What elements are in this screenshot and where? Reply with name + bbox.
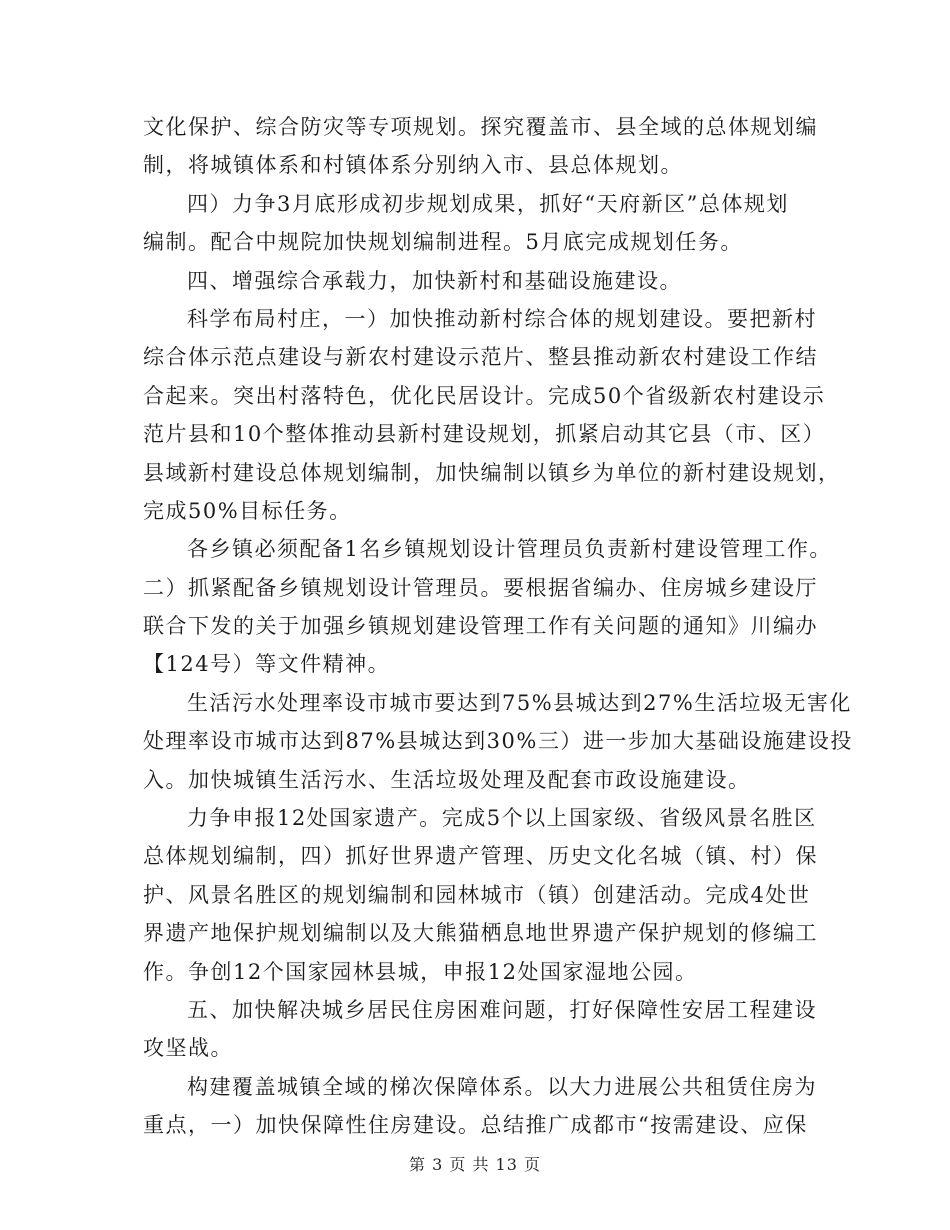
text-line: 完成50%目标任务。 <box>143 498 352 523</box>
text-line: 重点，一）加快保障性住房建设。总结推广成都市“按需建设、应保 <box>143 1113 808 1138</box>
text-line: 攻坚战。 <box>143 1036 233 1061</box>
text-line: 处理率设市城市达到87%县城达到30%三）进一步加大基础设施建设投 <box>143 729 853 754</box>
text-line: 护、风景名胜区的规划编制和园林城市（镇）创建活动。完成4处世 <box>143 882 811 907</box>
page-number-footer: 第 3 页 共 13 页 <box>409 1155 541 1174</box>
paragraph-start: 构建覆盖城镇全域的梯次保障体系。以大力进展公共租赁住房为 <box>187 1074 817 1099</box>
text-line: 作。争创12个国家园林县城，申报12处国家湿地公园。 <box>143 959 698 984</box>
document-body <box>143 108 853 1145</box>
text-line: 入。加快城镇生活污水、生活垃圾处理及配套市政设施建设。 <box>143 767 751 792</box>
text-line: 二）抓紧配备乡镇规划设计管理员。要根据省编办、住房城乡建设厅 <box>143 575 818 600</box>
section-heading: 五、加快解决城乡居民住房困难问题，打好保障性安居工程建设 <box>187 997 817 1022</box>
text-line: 总体规划编制，四）抓好世界遗产管理、历史文化名城（镇、村）保 <box>143 844 818 869</box>
text-line: 联合下发的关于加强乡镇规划建设管理工作有关问题的通知》川编办 <box>143 614 818 639</box>
text-line: 综合体示范点建设与新农村建设示范片、整县推动新农村建设工作结 <box>143 345 818 370</box>
paragraph-start: 四）力争3月底形成初步规划成果，抓好“天府新区”总体规划 <box>187 191 789 216</box>
text-line: 范片县和10个整体推动县新村建设规划，抓紧启动其它县（市、区） <box>143 422 826 447</box>
text-line: 县域新村建设总体规划编制，加快编制以镇乡为单位的新村建设规划， <box>143 460 841 485</box>
section-heading: 四、增强综合承载力，加快新村和基础设施建设。 <box>187 268 682 293</box>
text-line: 合起来。突出村落特色，优化民居设计。完成50个省级新农村建设示 <box>143 383 826 408</box>
text-line: 文化保护、综合防灾等专项规划。探究覆盖市、县全域的总体规划编 <box>143 115 818 139</box>
text-line: 界遗产地保护规划编制以及大熊猫栖息地世界遗产保护规划的修编工 <box>143 921 818 946</box>
paragraph-start: 生活污水处理率设市城市要达到75%县城达到27%生活垃圾无害化 <box>187 690 852 715</box>
paragraph-start: 科学布局村庄，一）加快推动新村综合体的规划建设。要把新村 <box>187 306 817 331</box>
text-line: 【124号）等文件精神。 <box>143 652 391 677</box>
paragraph-start: 各乡镇必须配备1名乡镇规划设计管理员负责新村建设管理工作。 <box>187 537 832 562</box>
paragraph-start: 力争申报12处国家遗产。完成5个以上国家级、省级风景名胜区 <box>187 806 817 831</box>
text-line: 制，将城镇体系和村镇体系分别纳入市、县总体规划。 <box>143 153 683 178</box>
text-line: 编制。配合中规院加快规划编制进程。5月底完成规划任务。 <box>143 230 743 255</box>
